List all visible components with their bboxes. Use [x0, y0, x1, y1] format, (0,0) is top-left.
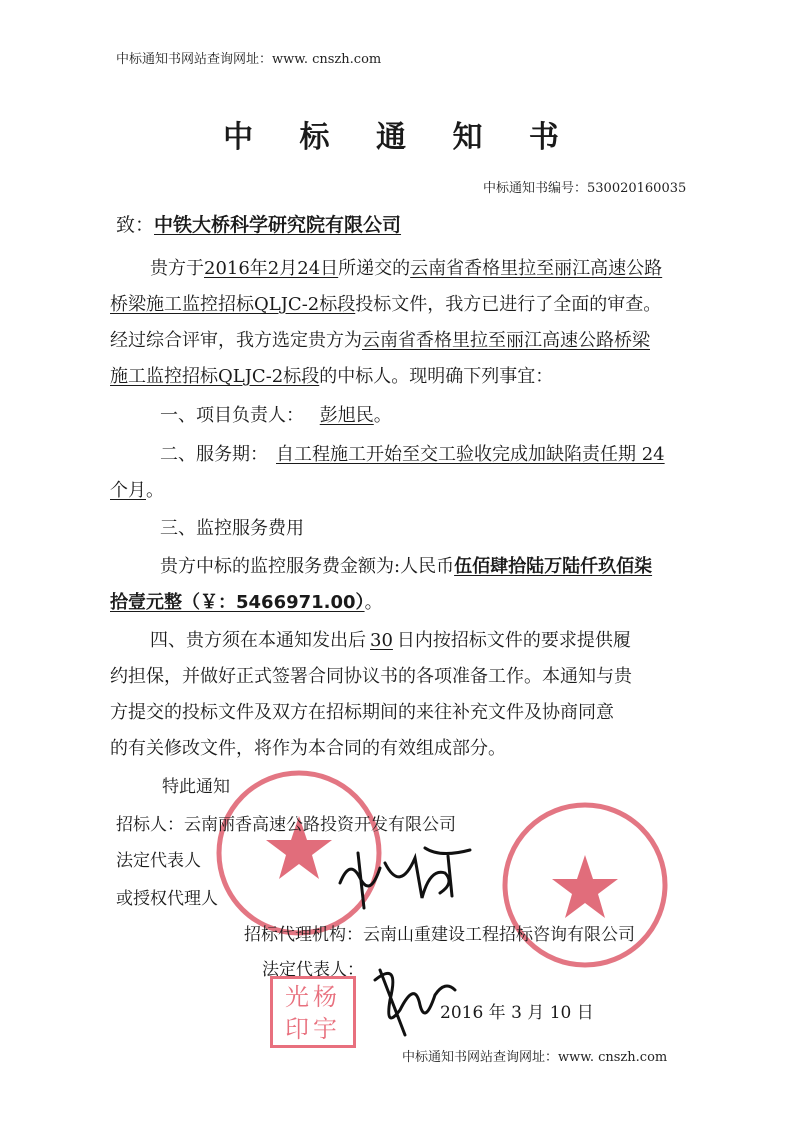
legal-rep-1: 法定代表人: [116, 851, 201, 871]
project-name: 云南省香格里拉至丽江高速公路: [410, 258, 663, 279]
item-service-period: [160, 440, 665, 466]
project-lead-name: 彭旭民: [319, 405, 374, 426]
item-service-period-cont: [110, 476, 164, 502]
signature-2: [360, 950, 470, 1044]
fee-line1: [160, 552, 652, 578]
label: 二、服务期：: [160, 444, 268, 465]
para1-line4: [110, 362, 553, 388]
tenderer-line: 招标人：云南丽香高速公路投资开发有限公司: [116, 815, 456, 835]
project-name: 桥梁施工监控招标QLJC-2标段: [110, 294, 356, 315]
service-period-value: 个月: [110, 480, 146, 501]
service-period-value: 自工程施工开始至交工验收完成加缺陷责任期 24: [276, 444, 665, 465]
project-name: 施工监控招标QLJC-2标段: [110, 366, 320, 387]
item-project-lead: [160, 401, 392, 427]
name-stamp: [270, 976, 356, 1048]
legal-rep-2: 法定代表人：: [262, 960, 364, 980]
para1-line3: [110, 326, 650, 352]
text: 贵方中标的监控服务费金额为:人民币: [160, 556, 455, 577]
para1-line1: [150, 254, 662, 280]
fee-amount: 伍佰肆拾陆万陆仟玖佰柒: [454, 556, 653, 577]
name-stamp-text: 光杨印宇: [285, 983, 341, 1043]
item4-line4: 的有关修改文件，将作为本合同的有效组成部分。: [110, 738, 506, 759]
document-title: 中 标 通 知 书: [223, 120, 577, 155]
text: 。: [146, 480, 164, 501]
recipient-prefix: 致：: [116, 214, 155, 236]
text: 四、贵方须在本通知发出后: [150, 630, 366, 651]
item4-line2: 约担保，并做好正式签署合同协议书的各项准备工作。本通知与贵: [110, 666, 632, 687]
footer-website-note: 中标通知书网站查询网址：www. cnszh.com: [402, 1050, 668, 1065]
para1-line2: [110, 290, 661, 316]
bid-date: 2016年2月24日: [204, 258, 339, 279]
agency-line: 招标代理机构：云南山重建设工程招标咨询有限公司: [244, 925, 635, 945]
closing-text: 特此通知: [162, 777, 230, 797]
notice-number: 中标通知书编号：530020160035: [483, 181, 687, 196]
authorized-agent: 或授权代理人: [116, 889, 218, 909]
text: 贵方于: [150, 258, 204, 279]
text: 。: [364, 592, 383, 613]
text: 的中标人。现明确下列事宜：: [319, 366, 554, 387]
label: 一、项目负责人：: [160, 405, 304, 426]
text: 经过综合评审，我方选定贵方为: [110, 330, 362, 351]
signature-1: [330, 838, 480, 922]
item4-line3: 方提交的投标文件及双方在招标期间的来往补充文件及协商同意: [110, 702, 614, 723]
issue-date: 2016 年 3 月 10 日: [440, 1003, 594, 1023]
text: 。: [373, 405, 392, 426]
text: 日内按招标文件的要求提供履: [396, 630, 631, 651]
item4-line1: [150, 626, 631, 652]
recipient-name: 中铁大桥科学研究院有限公司: [154, 214, 402, 236]
item-fee-heading: 三、监控服务费用: [160, 518, 304, 539]
text: 所递交的: [338, 258, 411, 279]
days-value: 30: [370, 630, 393, 651]
header-website-note: 中标通知书网站查询网址：www. cnszh.com: [116, 52, 382, 67]
fee-amount: 拾壹元整（￥：5466971.00）: [110, 592, 365, 613]
recipient-line: [116, 210, 401, 237]
project-name: 云南省香格里拉至丽江高速公路桥梁: [362, 330, 650, 351]
fee-line2: [110, 588, 383, 614]
text: 投标文件，我方已进行了全面的审查。: [355, 294, 662, 315]
